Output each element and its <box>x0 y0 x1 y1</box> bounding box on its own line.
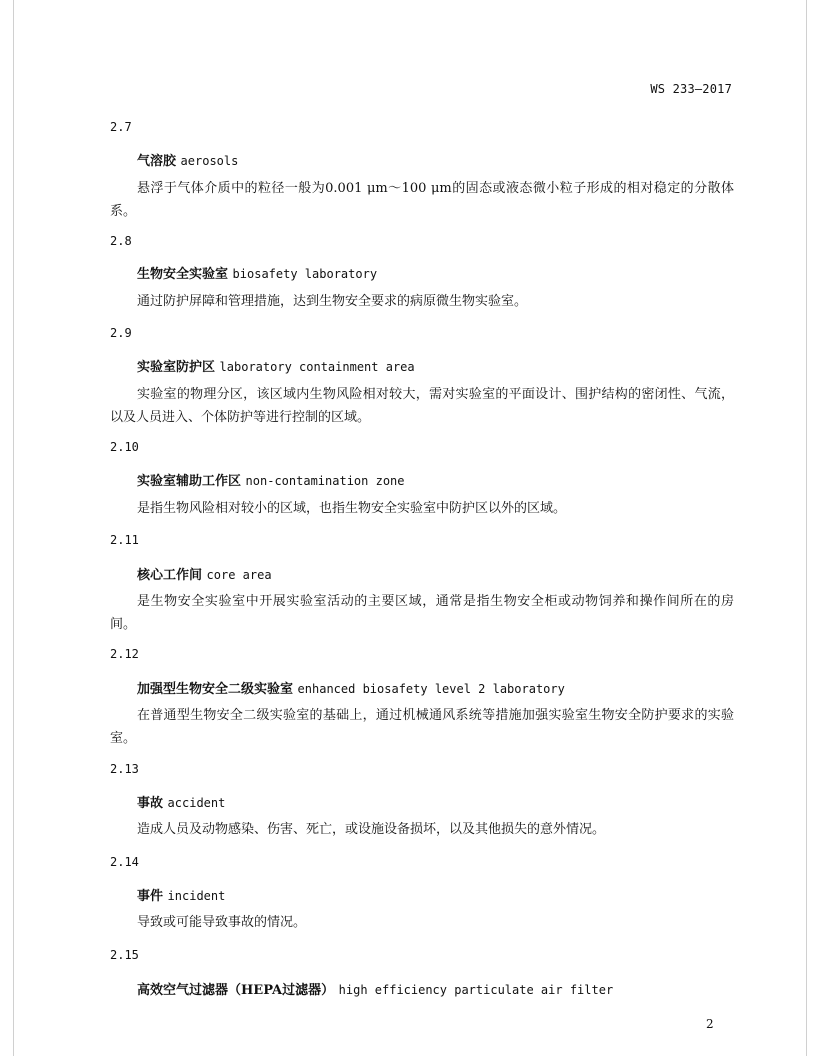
term-definition: 是指生物风险相对较小的区域，也指生物安全实验室中防护区以外的区域。 <box>137 501 567 516</box>
clause-number: 2.8 <box>110 234 132 248</box>
term-definition: 导致或可能导致事故的情况。 <box>137 915 307 930</box>
term-heading <box>137 564 272 583</box>
term-en: incident <box>167 889 226 903</box>
term-definition: 通过防护屏障和管理措施，达到生物安全要求的病原微生物实验室。 <box>137 294 528 309</box>
page-edge-right <box>806 0 807 1056</box>
term-definition: 悬浮于气体介质中的粒径一般为0.001 μm～100 μm的固态或液态微小粒子形成的相对稳定的分散体系。 <box>110 181 734 219</box>
clause-number: 2.9 <box>110 326 132 340</box>
term-heading <box>137 885 225 904</box>
term-en: high efficiency particulate air filter <box>338 983 614 997</box>
term-en: biosafety laboratory <box>232 267 378 281</box>
page-edge-left <box>13 0 14 1056</box>
term-zh: 加强型生物安全二级实验室 <box>137 682 294 697</box>
term-zh: 实验室防护区 <box>137 360 216 375</box>
term-heading <box>137 470 405 489</box>
standard-code-header: WS 233—2017 <box>650 82 732 96</box>
term-en: accident <box>167 796 226 810</box>
term-zh: 气溶胶 <box>137 154 177 169</box>
clause-number: 2.15 <box>110 948 139 962</box>
clause-number: 2.10 <box>110 440 139 454</box>
term-en: aerosols <box>180 154 239 168</box>
term-heading <box>137 150 238 169</box>
term-zh: 核心工作间 <box>137 568 203 583</box>
page-number: 2 <box>706 1017 714 1031</box>
clause-number: 2.7 <box>110 120 132 134</box>
term-definition: 实验室的物理分区，该区域内生物风险相对较大，需对实验室的平面设计、围护结构的密闭性、气流，以及人员进入、个体防护等进行控制的区域。 <box>110 387 734 425</box>
term-zh: 实验室辅助工作区 <box>137 474 242 489</box>
term-heading <box>137 356 415 375</box>
term-definition: 造成人员及动物感染、伤害、死亡，或设施设备损坏，以及其他损失的意外情况。 <box>137 822 606 837</box>
clause-number: 2.14 <box>110 855 139 869</box>
term-zh: 生物安全实验室 <box>137 267 229 282</box>
term-zh: 高效空气过滤器（HEPA过滤器） <box>137 983 335 998</box>
term-zh: 事故 <box>137 796 164 811</box>
term-heading <box>137 979 613 998</box>
clause-number: 2.13 <box>110 762 139 776</box>
term-heading <box>137 792 225 811</box>
clause-number: 2.12 <box>110 647 139 661</box>
term-en: enhanced biosafety level 2 laboratory <box>297 682 565 696</box>
term-en: non-contamination zone <box>245 474 405 488</box>
term-en: core area <box>206 568 272 582</box>
term-en: laboratory containment area <box>219 360 415 374</box>
clause-number: 2.11 <box>110 533 139 547</box>
term-definition: 在普通型生物安全二级实验室的基础上，通过机械通风系统等措施加强实验室生物安全防护要求的实验室。 <box>110 708 734 746</box>
term-heading <box>137 263 377 282</box>
term-heading <box>137 678 565 697</box>
term-zh: 事件 <box>137 889 164 904</box>
term-definition: 是生物安全实验室中开展实验室活动的主要区域，通常是指生物安全柜或动物饲养和操作间所在的房间。 <box>110 594 734 632</box>
